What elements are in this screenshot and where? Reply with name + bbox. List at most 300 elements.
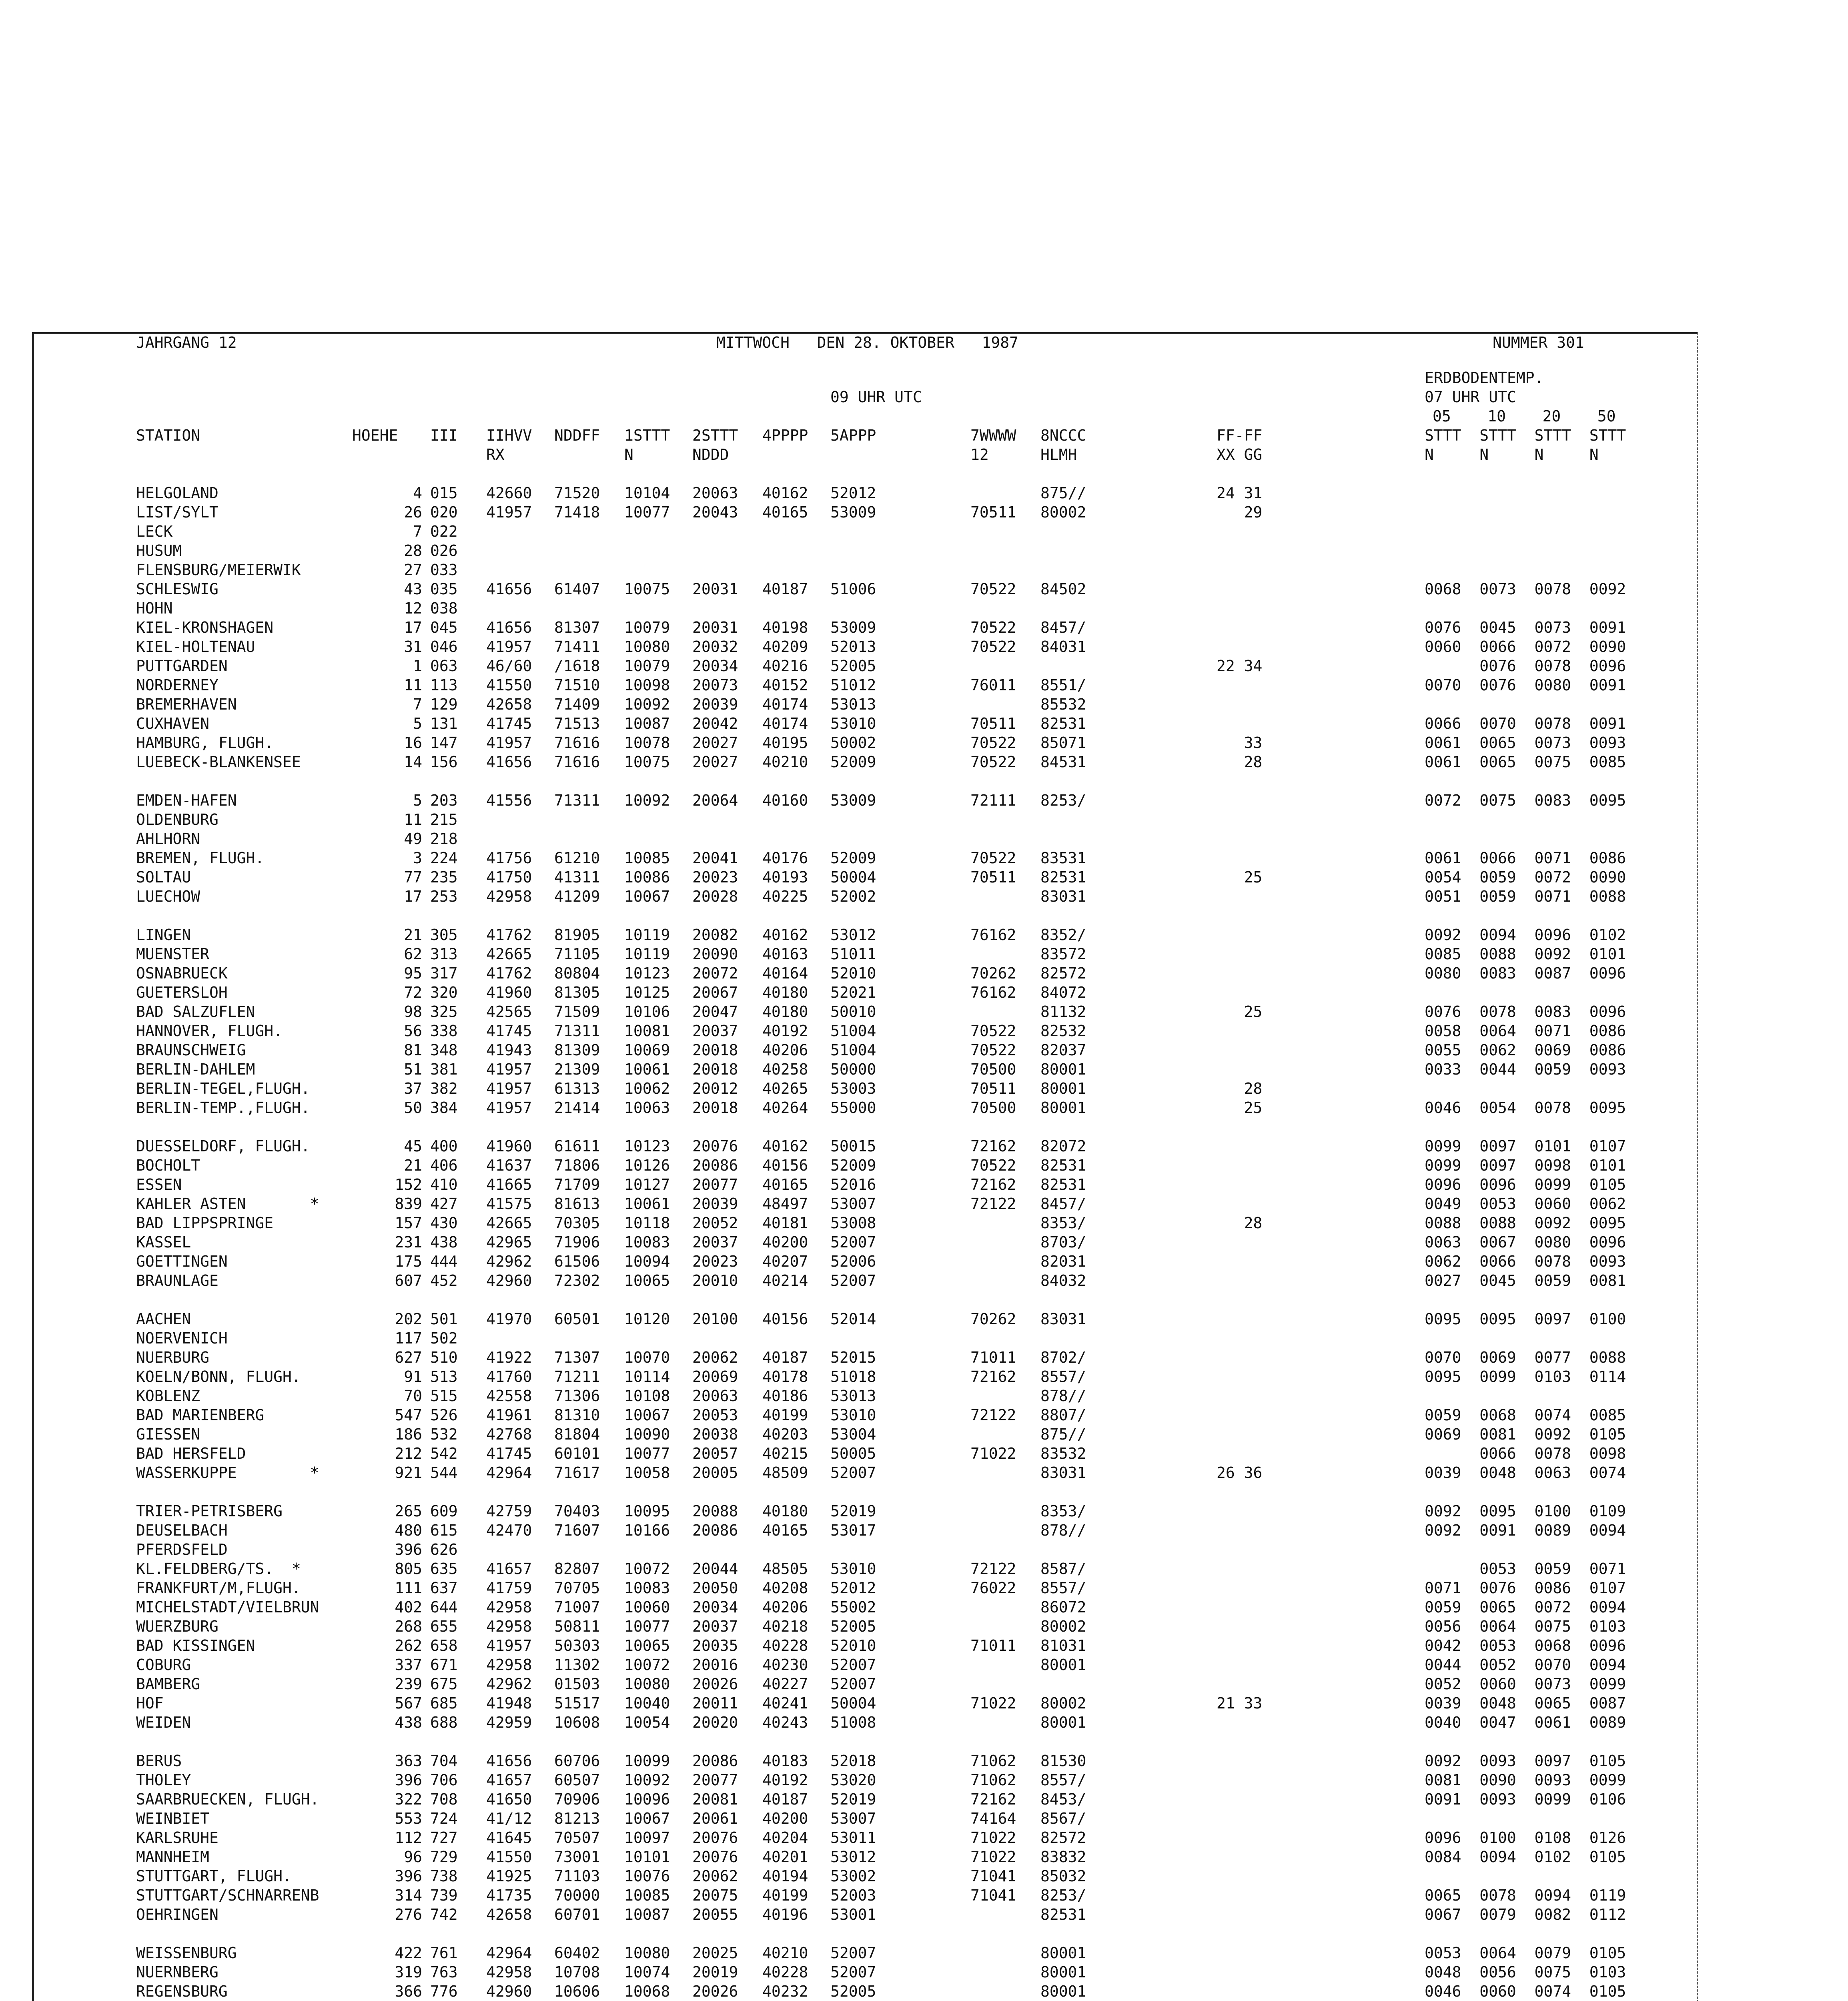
cell-st: KAHLER ASTEN * [136,1195,319,1213]
column-header-ff: FF-FF [1217,427,1263,444]
cell-iii: 704 [430,1752,458,1770]
cell-st: BRAUNLAGE [136,1272,218,1289]
cell-p4: 40210 [762,753,808,771]
cell-nd: 71103 [554,1867,600,1885]
cell-ff: 25 [1217,868,1263,886]
cell-p4: 40264 [762,1099,808,1117]
cell-ih: 41750 [486,868,532,886]
table-row [0,1502,1848,1521]
cell-nd: 71409 [554,696,600,713]
table-row [0,1809,1848,1828]
cell-nd: 71510 [554,676,600,694]
cell-ih: 41656 [486,580,532,598]
cell-nd: 73001 [554,1848,600,1866]
table-row [0,676,1848,695]
cell-st: KOELN/BONN, FLUGH. [136,1368,301,1385]
cell-cc: 82072 [1040,1137,1086,1155]
table-row [0,599,1848,618]
cell-s1: 10120 [624,1310,670,1328]
cell-cc: 80001 [1040,1061,1086,1078]
cell-p5: 52021 [830,984,876,1001]
cell-cc: 82532 [1040,1022,1086,1040]
cell-ho: 422 [395,1944,422,1962]
column-header-ww: 12 [970,446,989,463]
cell-ho: 37 [404,1080,422,1097]
cell-p4: 40162 [762,484,808,502]
cell-cc: 84072 [1040,984,1086,1001]
cell-s2: 20018 [692,1061,738,1078]
cell-ih: 42959 [486,1714,532,1731]
cell-iii: 035 [430,580,458,598]
cell-e: 0066 0078 0098 [1425,1445,1626,1462]
cell-iii: 444 [430,1253,458,1270]
cell-s2: 20063 [692,1387,738,1405]
cell-ww: 74164 [970,1810,1016,1827]
cell-s1: 10085 [624,849,670,867]
cell-iii: 637 [430,1579,458,1597]
table-row [0,1463,1848,1482]
cell-e: 0039 0048 0065 0087 [1425,1694,1626,1712]
cell-nd: 51517 [554,1694,600,1712]
cell-p4: 40178 [762,1368,808,1385]
cell-ww: 70522 [970,580,1016,598]
table-row [0,714,1848,733]
cell-st: GOETTINGEN [136,1253,228,1270]
cell-p4: 40156 [762,1310,808,1328]
cell-ww: 71022 [970,1829,1016,1847]
cell-ih: 41957 [486,503,532,521]
table-row [0,541,1848,560]
cell-nd: 10708 [554,1963,600,1981]
cell-nd: 60101 [554,1445,600,1462]
cell-ho: 921 [395,1464,422,1482]
cell-ho: 117 [395,1329,422,1347]
cell-ww: 70511 [970,715,1016,732]
cell-ih: 42658 [486,1906,532,1923]
cell-s2: 20018 [692,1099,738,1117]
cell-iii: 224 [430,849,458,867]
cell-p5: 51004 [830,1022,876,1040]
cell-iii: 320 [430,984,458,1001]
cell-st: NUERBURG [136,1349,210,1366]
cell-p4: 40164 [762,964,808,982]
cell-e: 0085 0088 0092 0101 [1425,945,1626,963]
cell-p5: 53007 [830,1810,876,1827]
column-header-p4: 4PPPP [762,427,808,444]
cell-ww: 71011 [970,1349,1016,1366]
cell-ih: 41759 [486,1579,532,1597]
cell-p4: 40165 [762,1522,808,1539]
table-row [0,1021,1848,1041]
cell-e: 0068 0073 0078 0092 [1425,580,1626,598]
cell-p4: 40194 [762,1867,808,1885]
column-header-p5: 5APPP [830,427,876,444]
cell-s2: 20037 [692,1618,738,1635]
cell-ww: 70262 [970,1310,1016,1328]
cell-iii: 526 [430,1406,458,1424]
cell-s1: 10099 [624,1752,670,1770]
cell-ff: 25 [1217,1099,1263,1117]
date-line: MITTWOCH DEN 28. OKTOBER 1987 [716,334,1018,351]
cell-nd: 71311 [554,792,600,809]
cell-iii: 430 [430,1214,458,1232]
table-row [0,1694,1848,1713]
cell-ho: 56 [404,1022,422,1040]
cell-ih: 41957 [486,1061,532,1078]
cell-nd: 10608 [554,1714,600,1731]
cell-nd: 71105 [554,945,600,963]
cell-s2: 20034 [692,1598,738,1616]
table-row [0,1674,1848,1694]
cell-e: 0095 0095 0097 0100 [1425,1310,1626,1328]
cell-nd: 71806 [554,1157,600,1174]
cell-p5: 51018 [830,1368,876,1385]
cell-iii: 156 [430,753,458,771]
cell-ih: 41957 [486,1637,532,1654]
cell-st: BERLIN-DAHLEM [136,1061,255,1078]
cell-p5: 52010 [830,1637,876,1654]
cell-e: 0076 0045 0073 0091 [1425,619,1626,636]
cell-s1: 10097 [624,1829,670,1847]
cell-st: BERLIN-TEMP.,FLUGH. [136,1099,310,1117]
cell-p5: 55002 [830,1598,876,1616]
cell-nd: 60507 [554,1771,600,1789]
cell-s2: 20088 [692,1502,738,1520]
cell-p4: 40204 [762,1829,808,1847]
cell-p5: 51011 [830,945,876,963]
cell-ww: 72162 [970,1368,1016,1385]
cell-iii: 671 [430,1656,458,1674]
cell-s1: 10123 [624,1137,670,1155]
cell-cc: 8352/ [1040,926,1086,944]
cell-cc: 83031 [1040,1310,1086,1328]
cell-iii: 513 [430,1368,458,1385]
cell-s2: 20023 [692,1253,738,1270]
cell-p4: 40199 [762,1406,808,1424]
cell-p5: 53012 [830,1848,876,1866]
cell-st: BAD HERSFELD [136,1445,246,1462]
cell-s1: 10094 [624,1253,670,1270]
table-row [0,1521,1848,1540]
cell-p4: 40174 [762,715,808,732]
cell-p4: 40227 [762,1675,808,1693]
cell-nd: 60701 [554,1906,600,1923]
table-row [0,1252,1848,1271]
cell-ww: 70522 [970,619,1016,636]
cell-s2: 20044 [692,1560,738,1578]
cell-s1: 10075 [624,753,670,771]
cell-nd: 71617 [554,1464,600,1482]
cell-iii: 675 [430,1675,458,1693]
cell-ih: 41550 [486,1848,532,1866]
cell-ho: 175 [395,1253,422,1270]
cell-ho: 91 [404,1368,422,1385]
cell-s2: 20038 [692,1426,738,1443]
cell-cc: 8702/ [1040,1349,1086,1366]
cell-e: 0070 0069 0077 0088 [1425,1349,1626,1366]
cell-e: 0076 0078 0083 0096 [1425,1003,1626,1021]
column-header-cc: HLMH [1040,446,1077,463]
cell-ho: 112 [395,1829,422,1847]
cell-e: 0061 0066 0071 0086 [1425,849,1626,867]
cell-ho: 5 [413,792,422,809]
cell-ih: 41645 [486,1829,532,1847]
cell-e: 0059 0065 0072 0094 [1425,1598,1626,1616]
cell-iii: 655 [430,1618,458,1635]
cell-s1: 10068 [624,1983,670,2000]
cell-s1: 10126 [624,1157,670,1174]
cell-s1: 10061 [624,1195,670,1213]
cell-cc: 80002 [1040,1694,1086,1712]
cell-iii: 515 [430,1387,458,1405]
cell-p4: 40241 [762,1694,808,1712]
cell-ho: 95 [404,964,422,982]
cell-cc: 8557/ [1040,1368,1086,1385]
cell-cc: 83031 [1040,888,1086,905]
cell-s2: 20018 [692,1041,738,1059]
cell-iii: 626 [430,1541,458,1558]
cell-ho: 12 [404,599,422,617]
cell-ho: 70 [404,1387,422,1405]
cell-ho: 14 [404,753,422,771]
cell-ho: 77 [404,868,422,886]
cell-st: REGENSBURG [136,1983,228,2000]
cell-p5: 50005 [830,1445,876,1462]
cell-st: BAD KISSINGEN [136,1637,255,1654]
cell-cc: 8353/ [1040,1502,1086,1520]
cell-st: LUECHOW [136,888,200,905]
cell-ih: 42965 [486,1233,532,1251]
cell-st: WASSERKUPPE * [136,1464,319,1482]
cell-st: FLENSBURG/MEIERWIK [136,561,301,579]
column-header-ww: 7WWWW [970,427,1016,444]
cell-s2: 20023 [692,868,738,886]
cell-cc: 8807/ [1040,1406,1086,1424]
cell-ih: 42768 [486,1426,532,1443]
cell-s2: 20086 [692,1752,738,1770]
table-row [0,944,1848,964]
cell-p4: 40230 [762,1656,808,1674]
cell-iii: 022 [430,523,458,540]
cell-s1: 10087 [624,715,670,732]
cell-cc: 875// [1040,484,1086,502]
cell-ww: 70522 [970,638,1016,656]
cell-nd: 01503 [554,1675,600,1693]
cell-ho: 11 [404,811,422,828]
cell-p4: 40200 [762,1810,808,1827]
cell-ww: 76162 [970,926,1016,944]
column-header-s2: NDDD [692,446,729,463]
cell-iii: 045 [430,619,458,636]
cell-nd: 70906 [554,1790,600,1808]
table-row [0,1406,1848,1425]
cell-iii: 729 [430,1848,458,1866]
cell-p5: 55000 [830,1099,876,1117]
cell-ff: 28 [1217,1214,1263,1232]
cell-cc: 80001 [1040,1080,1086,1097]
table-row [0,752,1848,772]
cell-s1: 10127 [624,1176,670,1193]
cell-cc: 86072 [1040,1598,1086,1616]
cell-s2: 20042 [692,715,738,732]
cell-ww: 76011 [970,676,1016,694]
cell-p5: 52007 [830,1944,876,1962]
cell-ho: 366 [395,1983,422,2000]
cell-st: HANNOVER, FLUGH. [136,1022,283,1040]
cell-p4: 40183 [762,1752,808,1770]
cell-iii: 542 [430,1445,458,1462]
cell-ih: 42958 [486,888,532,905]
cell-iii: 348 [430,1041,458,1059]
cell-cc: 81530 [1040,1752,1086,1770]
cell-e: 0061 0065 0075 0085 [1425,753,1626,771]
cell-e: 0060 0066 0072 0090 [1425,638,1626,656]
table-row [0,695,1848,714]
table-row [0,964,1848,983]
cell-e: 0099 0097 0098 0101 [1425,1157,1626,1174]
cell-p5: 51004 [830,1041,876,1059]
cell-ww: 71022 [970,1848,1016,1866]
cell-p5: 53010 [830,1406,876,1424]
cell-st: KARLSRUHE [136,1829,218,1847]
cell-ih: 42565 [486,1003,532,1021]
cell-cc: 8703/ [1040,1233,1086,1251]
column-header-iihvv: IIHVV [486,427,532,444]
cell-ho: 62 [404,945,422,963]
cell-s1: 10080 [624,638,670,656]
cell-ho: 45 [404,1137,422,1155]
column-header-iihvv: RX [486,446,505,463]
cell-st: NOERVENICH [136,1329,228,1347]
table-row [0,1886,1848,1905]
cell-iii: 033 [430,561,458,579]
cell-p4: 40163 [762,945,808,963]
cell-s1: 10061 [624,1061,670,1078]
cell-nd: 61611 [554,1137,600,1155]
cell-s1: 10077 [624,1445,670,1462]
table-row [0,637,1848,656]
cell-s2: 20025 [692,1944,738,1962]
cell-cc: 878// [1040,1387,1086,1405]
table-row [0,925,1848,944]
cell-cc: 8253/ [1040,1887,1086,1904]
cell-ho: 186 [395,1426,422,1443]
cell-iii: 026 [430,542,458,559]
cell-iii: 305 [430,926,458,944]
cell-e: 0072 0075 0083 0095 [1425,792,1626,809]
cell-ih: 41637 [486,1157,532,1174]
cell-s1: 10096 [624,1790,670,1808]
cell-ih: 42960 [486,1983,532,2000]
cell-p4: 40180 [762,1502,808,1520]
cell-e: 0042 0053 0068 0096 [1425,1637,1626,1654]
cell-ff: 25 [1217,1003,1263,1021]
cell-p5: 52009 [830,753,876,771]
cell-nd: 81613 [554,1195,600,1213]
cell-ih: 41922 [486,1349,532,1366]
cell-ho: 26 [404,503,422,521]
table-row [0,1540,1848,1559]
cell-cc: 83572 [1040,945,1086,963]
cell-st: PFERDSFELD [136,1541,228,1558]
cell-s2: 20069 [692,1368,738,1385]
cell-cc: 8253/ [1040,792,1086,809]
cell-cc: 878// [1040,1522,1086,1539]
cell-iii: 382 [430,1080,458,1097]
cell-ih: 42658 [486,696,532,713]
cell-p5: 52007 [830,1233,876,1251]
cell-iii: 532 [430,1426,458,1443]
erdboden-title: ERDBODENTEMP. [1425,369,1544,387]
cell-p4: 40225 [762,888,808,905]
cell-e: 0065 0078 0094 0119 [1425,1887,1626,1904]
cell-ih: 41/12 [486,1810,532,1827]
cell-p4: 40228 [762,1963,808,1981]
cell-p5: 52009 [830,849,876,867]
cell-s2: 20053 [692,1406,738,1424]
cell-ih: 41948 [486,1694,532,1712]
cell-iii: 325 [430,1003,458,1021]
cell-nd: 21309 [554,1061,600,1078]
table-row [0,1041,1848,1060]
cell-s2: 20037 [692,1022,738,1040]
cell-iii: 129 [430,696,458,713]
cell-e: 0063 0067 0080 0096 [1425,1233,1626,1251]
cell-ww: 70522 [970,1157,1016,1174]
cell-nd: 50811 [554,1618,600,1635]
cell-iii: 406 [430,1157,458,1174]
cell-ww: 70522 [970,753,1016,771]
cell-ih: 41745 [486,715,532,732]
cell-ho: 81 [404,1041,422,1059]
cell-iii: 203 [430,792,458,809]
cell-p5: 52002 [830,888,876,905]
cell-cc: 80001 [1040,1714,1086,1731]
cell-s2: 20031 [692,619,738,636]
table-row [0,733,1848,752]
cell-cc: 875// [1040,1426,1086,1443]
cell-ww: 70500 [970,1061,1016,1078]
cell-ih: 41657 [486,1560,532,1578]
cell-p4: 40160 [762,792,808,809]
cell-iii: 501 [430,1310,458,1328]
cell-st: OSNABRUECK [136,964,228,982]
cell-nd: 60501 [554,1310,600,1328]
cell-iii: 427 [430,1195,458,1213]
cell-p5: 53010 [830,1560,876,1578]
cell-st: AHLHORN [136,830,200,848]
cell-p4: 40201 [762,1848,808,1866]
cell-nd: 10606 [554,1983,600,2000]
cell-s1: 10085 [624,1887,670,1904]
cell-ff: 22 34 [1217,657,1263,675]
cell-e: 0095 0099 0103 0114 [1425,1368,1626,1385]
cell-ih: 42962 [486,1675,532,1693]
cell-ho: 402 [395,1598,422,1616]
table-row [0,1847,1848,1867]
cell-ff: 29 [1217,503,1263,521]
table-row [0,1636,1848,1655]
cell-cc: 85032 [1040,1867,1086,1885]
cell-cc: 84531 [1040,753,1086,771]
cell-p4: 40152 [762,676,808,694]
cell-p4: 40216 [762,657,808,675]
cell-s2: 20100 [692,1310,738,1328]
cell-ff: 24 31 [1217,484,1263,502]
cell-ww: 70522 [970,1041,1016,1059]
cell-e: 0096 0096 0099 0105 [1425,1176,1626,1193]
cell-ho: 21 [404,1157,422,1174]
